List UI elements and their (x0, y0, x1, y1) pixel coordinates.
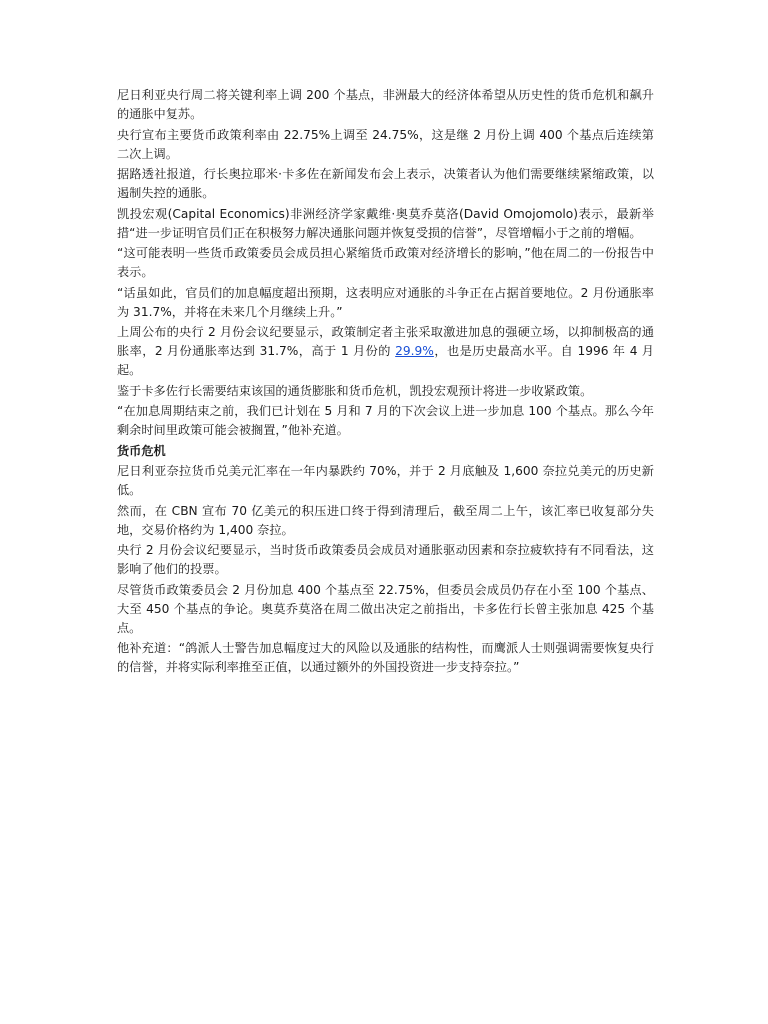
paragraph-naira-plunge: 尼日利亚奈拉货币兑美元汇率在一年内暴跌约 70%，并于 2 月底触及 1,600 奈拉兑美元的历史新低。 (117, 464, 654, 497)
paragraph-rate-hike: 尼日利亚央行周二将关键利率上调 200 个基点，非洲最大的经济体希望从历史性的货币危机和飙升的通胀中复苏。 (117, 88, 654, 121)
paragraph-tightening-outlook: 鉴于卡多佐行长需要结束该国的通货膨胀和货币危机，凯投宏观预计将进一步收紧政策。 (117, 383, 593, 398)
paragraph-policy-rate: 央行宣布主要货币政策利率由 22.75%上调至 24.75%，这是继 2 月份上调 400 个基点后连续第二次上调。 (117, 127, 654, 161)
paragraph-doves-hawks: 他补充道：“鸽派人士警告加息幅度过大的风险以及通胀的结构性，而鹰派人士则强调需要恢复央行的信誉，并将实际利率推至正值，以通过额外的外国投资进一步支持奈拉。” (117, 641, 654, 674)
paragraph-naira-recovery: 然而，在 CBN 宣布 70 亿美元的积压进口终于得到清理后，截至周二上午，该汇率已收复部分失地，交易价格约为 1,400 奈拉。 (117, 503, 654, 537)
paragraph-committee-debate: 尽管货币政策委员会 2 月份加息 400 个基点至 22.75%，但委员会成员仍存在小至 100 个基点、大至 450 个基点的争论。奥莫乔莫洛在周二做出决定之前指出，卡多佐行长曾主张加息 425 个基点。 (117, 582, 654, 635)
paragraph-meeting-minutes (117, 323, 654, 380)
paragraph-hike-plan: “在加息周期结束之前，我们已计划在 5 月和 7 月的下次会议上进一步加息 100 个基点。那么今年剩余时间里政策可能会被搁置，”他补充道。 (117, 404, 654, 437)
minutes-text-after: ，也是历史最高水平。自 1996 年 4 月起。 (117, 344, 654, 377)
article-body (117, 86, 654, 679)
paragraph-committee-views: 央行 2 月份会议纪要显示，当时货币政策委员会成员对通胀驱动因素和奈拉疲软持有不同看法，这影响了他们的投票。 (117, 543, 654, 576)
paragraph-reuters-report: 据路透社报道，行长奥拉耶米·卡多佐在新闻发布会上表示，决策者认为他们需要继续紧缩政策，以遏制失控的通胀。 (117, 167, 654, 200)
paragraph-capital-economics: 凯投宏观(Capital Economics)非洲经济学家戴维·奥莫乔莫洛(David Omojomolo)表示，最新举措“进一步证明官员们正在积极努力解决通胀问题并恢复受损的信誉”，尽管增幅小于之前的增幅。 (117, 206, 654, 240)
paragraph-growth-concern: “这可能表明一些货币政策委员会成员担心紧缩货币政策对经济增长的影响，”他在周二的一份报告中表示。 (117, 246, 654, 279)
minutes-text-before: 上周公布的央行 2 月份会议纪要显示，政策制定者主张采取激进加息的强硬立场，以抑制极高的通胀率，2 月份通胀率达到 31.7%，高于 1 月份的 (117, 325, 654, 358)
paragraph-inflation-fight: “话虽如此，官员们的加息幅度超出预期，这表明应对通胀的斗争正在占据首要地位。2 月份通胀率为 31.7%，并将在未来几个月继续上升。” (117, 285, 654, 319)
inflation-january-link[interactable]: 29.9% (395, 344, 434, 358)
section-heading-currency-crisis: 货币危机 (117, 443, 166, 458)
